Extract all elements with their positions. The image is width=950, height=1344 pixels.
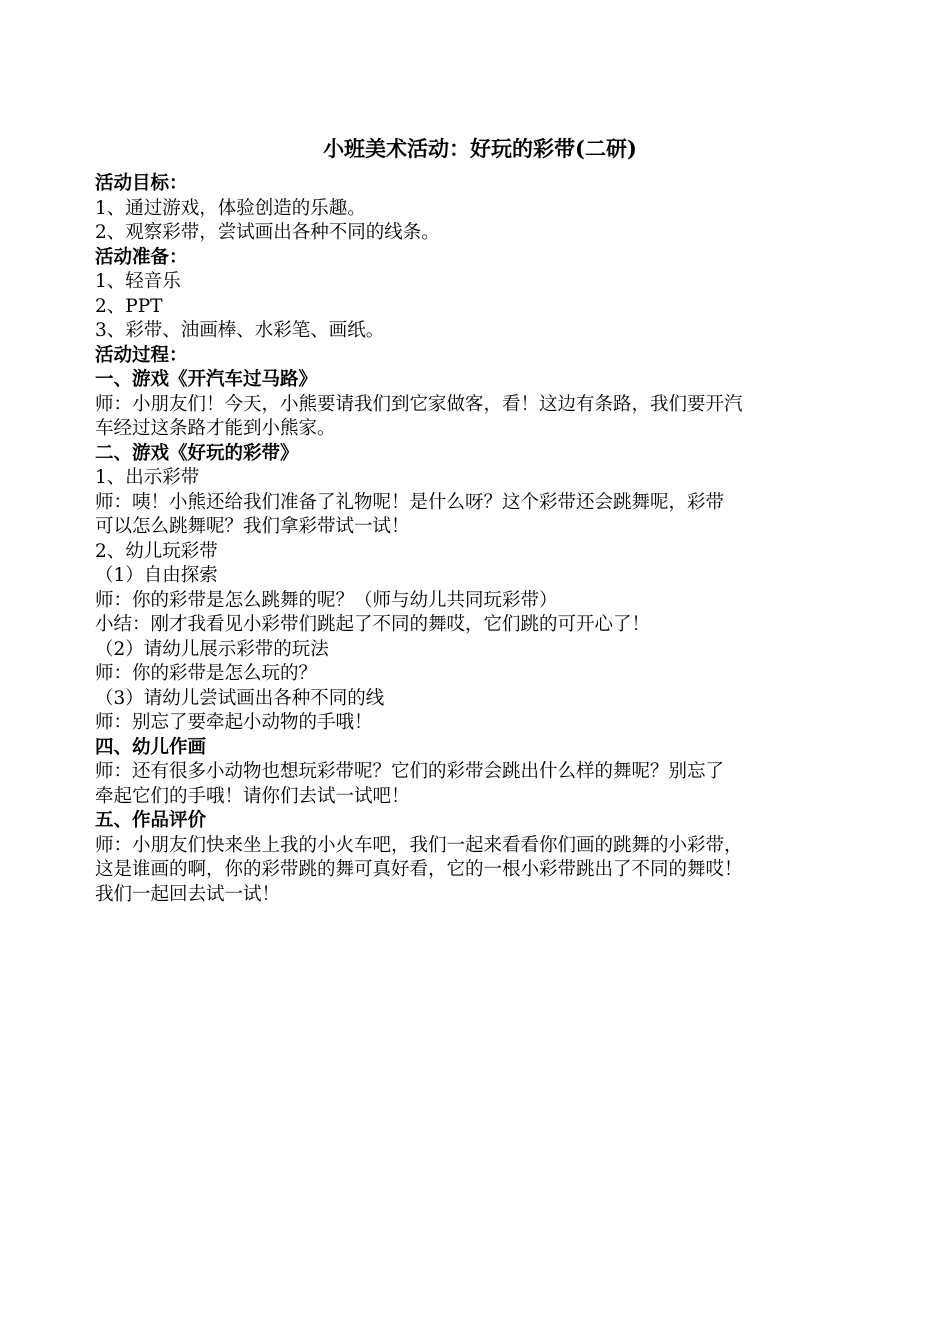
text-line: 3、彩带、油画棒、水彩笔、画纸。 [95, 320, 385, 341]
text-line: 师：你的彩带是怎么玩的？ [95, 663, 318, 684]
text-line: 1、出示彩带 [95, 467, 200, 488]
text-line: 2、PPT [95, 295, 163, 317]
text-line: 1、通过游戏，体验创造的乐趣。 [95, 197, 366, 219]
text-line: 师：咦！小熊还给我们准备了礼物呢！是什么呀？这个彩带还会跳舞呢，彩带 [95, 491, 725, 513]
text-line: 师：还有很多小动物也想玩彩带呢？它们的彩带会跳出什么样的舞呢？别忘了 [95, 761, 725, 782]
text-line: 师：你的彩带是怎么跳舞的呢？（师与幼儿共同玩彩带） [95, 589, 558, 611]
document-page [95, 134, 865, 907]
text-line: 2、幼儿玩彩带 [95, 540, 218, 562]
text-line: 车经过这条路才能到小熊家。 [95, 418, 336, 439]
section-heading: 一、游戏《开汽车过马路》 [95, 369, 318, 390]
document-title: 小班美术活动：好玩的彩带(二研) [323, 136, 637, 161]
text-line: 2、观察彩带，尝试画出各种不同的线条。 [95, 222, 440, 243]
section-heading: 四、幼儿作画 [95, 736, 207, 758]
text-line: 小结：刚才我看见小彩带们跳起了不同的舞哎，它们跳的可开心了！ [95, 614, 651, 635]
section-heading: 五、作品评价 [95, 810, 207, 831]
text-line: 这是谁画的啊，你的彩带跳的舞可真好看，它的一根小彩带跳出了不同的舞哎！ [95, 859, 743, 880]
section-heading: 二、游戏《好玩的彩带》 [95, 442, 299, 464]
text-line: （2）请幼儿展示彩带的玩法 [95, 638, 329, 660]
section-heading: 活动过程： [95, 344, 188, 366]
document-body [95, 172, 865, 907]
text-line: 师：小朋友们！今天，小熊要请我们到它家做客，看！这边有条路，我们要开汽 [95, 393, 743, 415]
text-line: （3）请幼儿尝试画出各种不同的线 [95, 687, 385, 709]
text-line: 师：别忘了要牵起小动物的手哦！ [95, 712, 373, 733]
text-line: 牵起它们的手哦！请你们去试一试吧！ [95, 785, 410, 807]
text-line: 师：小朋友们快来坐上我的小火车吧，我们一起来看看你们画的跳舞的小彩带， [95, 834, 743, 856]
text-line: 我们一起回去试一试！ [95, 883, 281, 905]
section-heading: 活动准备： [95, 246, 188, 268]
text-line: （1）自由探索 [95, 565, 218, 586]
section-heading: 活动目标： [95, 173, 188, 194]
text-line: 1、轻音乐 [95, 271, 181, 292]
text-line: 可以怎么跳舞呢？我们拿彩带试一试！ [95, 516, 410, 537]
